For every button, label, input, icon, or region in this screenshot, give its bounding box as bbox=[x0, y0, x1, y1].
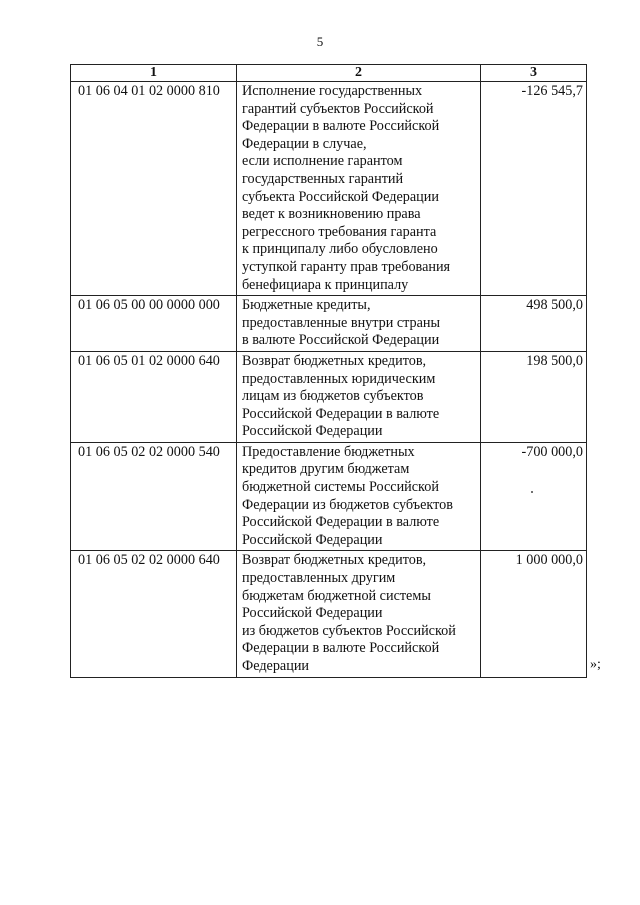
amount-cell: -700 000,0 bbox=[481, 442, 587, 551]
column-header-1: 1 bbox=[71, 65, 237, 82]
budget-code-cell: 01 06 05 01 02 0000 640 bbox=[71, 351, 237, 442]
table-row bbox=[71, 442, 587, 551]
table-row bbox=[71, 551, 587, 677]
page-number: 5 bbox=[316, 34, 324, 49]
budget-sources-table bbox=[70, 64, 587, 678]
closing-quote-mark: »; bbox=[590, 657, 601, 672]
description-cell: Предоставление бюджетных кредитов другим бюджетам бюджетной системы Российской Федерации из бюджетов субъектов Российской Федерации в валюте Российской Федерации bbox=[237, 442, 481, 551]
table-header-row bbox=[71, 65, 587, 82]
description-cell: Исполнение государственных гарантий субъектов Российской Федерации в валюте Российской Федерации в случае, если исполнение гарантом государственных гарантий субъекта Российской Федерации ведет к возникновению права регрессного требования гаранта к принципалу либо обусловлено уступкой гаранту прав требования бенефициара к принципалу bbox=[237, 82, 481, 296]
budget-code-cell: 01 06 05 02 02 0000 640 bbox=[71, 551, 237, 677]
amount-cell: 198 500,0 bbox=[481, 351, 587, 442]
table-row bbox=[71, 82, 587, 296]
table-row bbox=[71, 296, 587, 352]
description-cell: Возврат бюджетных кредитов, предоставленных юридическим лицам из бюджетов субъектов Российской Федерации в валюте Российской Федерации bbox=[237, 351, 481, 442]
table-row bbox=[71, 351, 587, 442]
scan-speck bbox=[531, 491, 533, 493]
amount-cell: 1 000 000,0 bbox=[481, 551, 587, 677]
description-cell: Бюджетные кредиты, предоставленные внутри страны в валюте Российской Федерации bbox=[237, 296, 481, 352]
amount-cell: 498 500,0 bbox=[481, 296, 587, 352]
description-cell: Возврат бюджетных кредитов, предоставленных другим бюджетам бюджетной системы Российской Федерации из бюджетов субъектов Российской Федерации в валюте Российской Федерации bbox=[237, 551, 481, 677]
budget-code-cell: 01 06 04 01 02 0000 810 bbox=[71, 82, 237, 296]
amount-cell: -126 545,7 bbox=[481, 82, 587, 296]
budget-code-cell: 01 06 05 02 02 0000 540 bbox=[71, 442, 237, 551]
budget-code-cell: 01 06 05 00 00 0000 000 bbox=[71, 296, 237, 352]
column-header-3: 3 bbox=[481, 65, 587, 82]
column-header-2: 2 bbox=[237, 65, 481, 82]
